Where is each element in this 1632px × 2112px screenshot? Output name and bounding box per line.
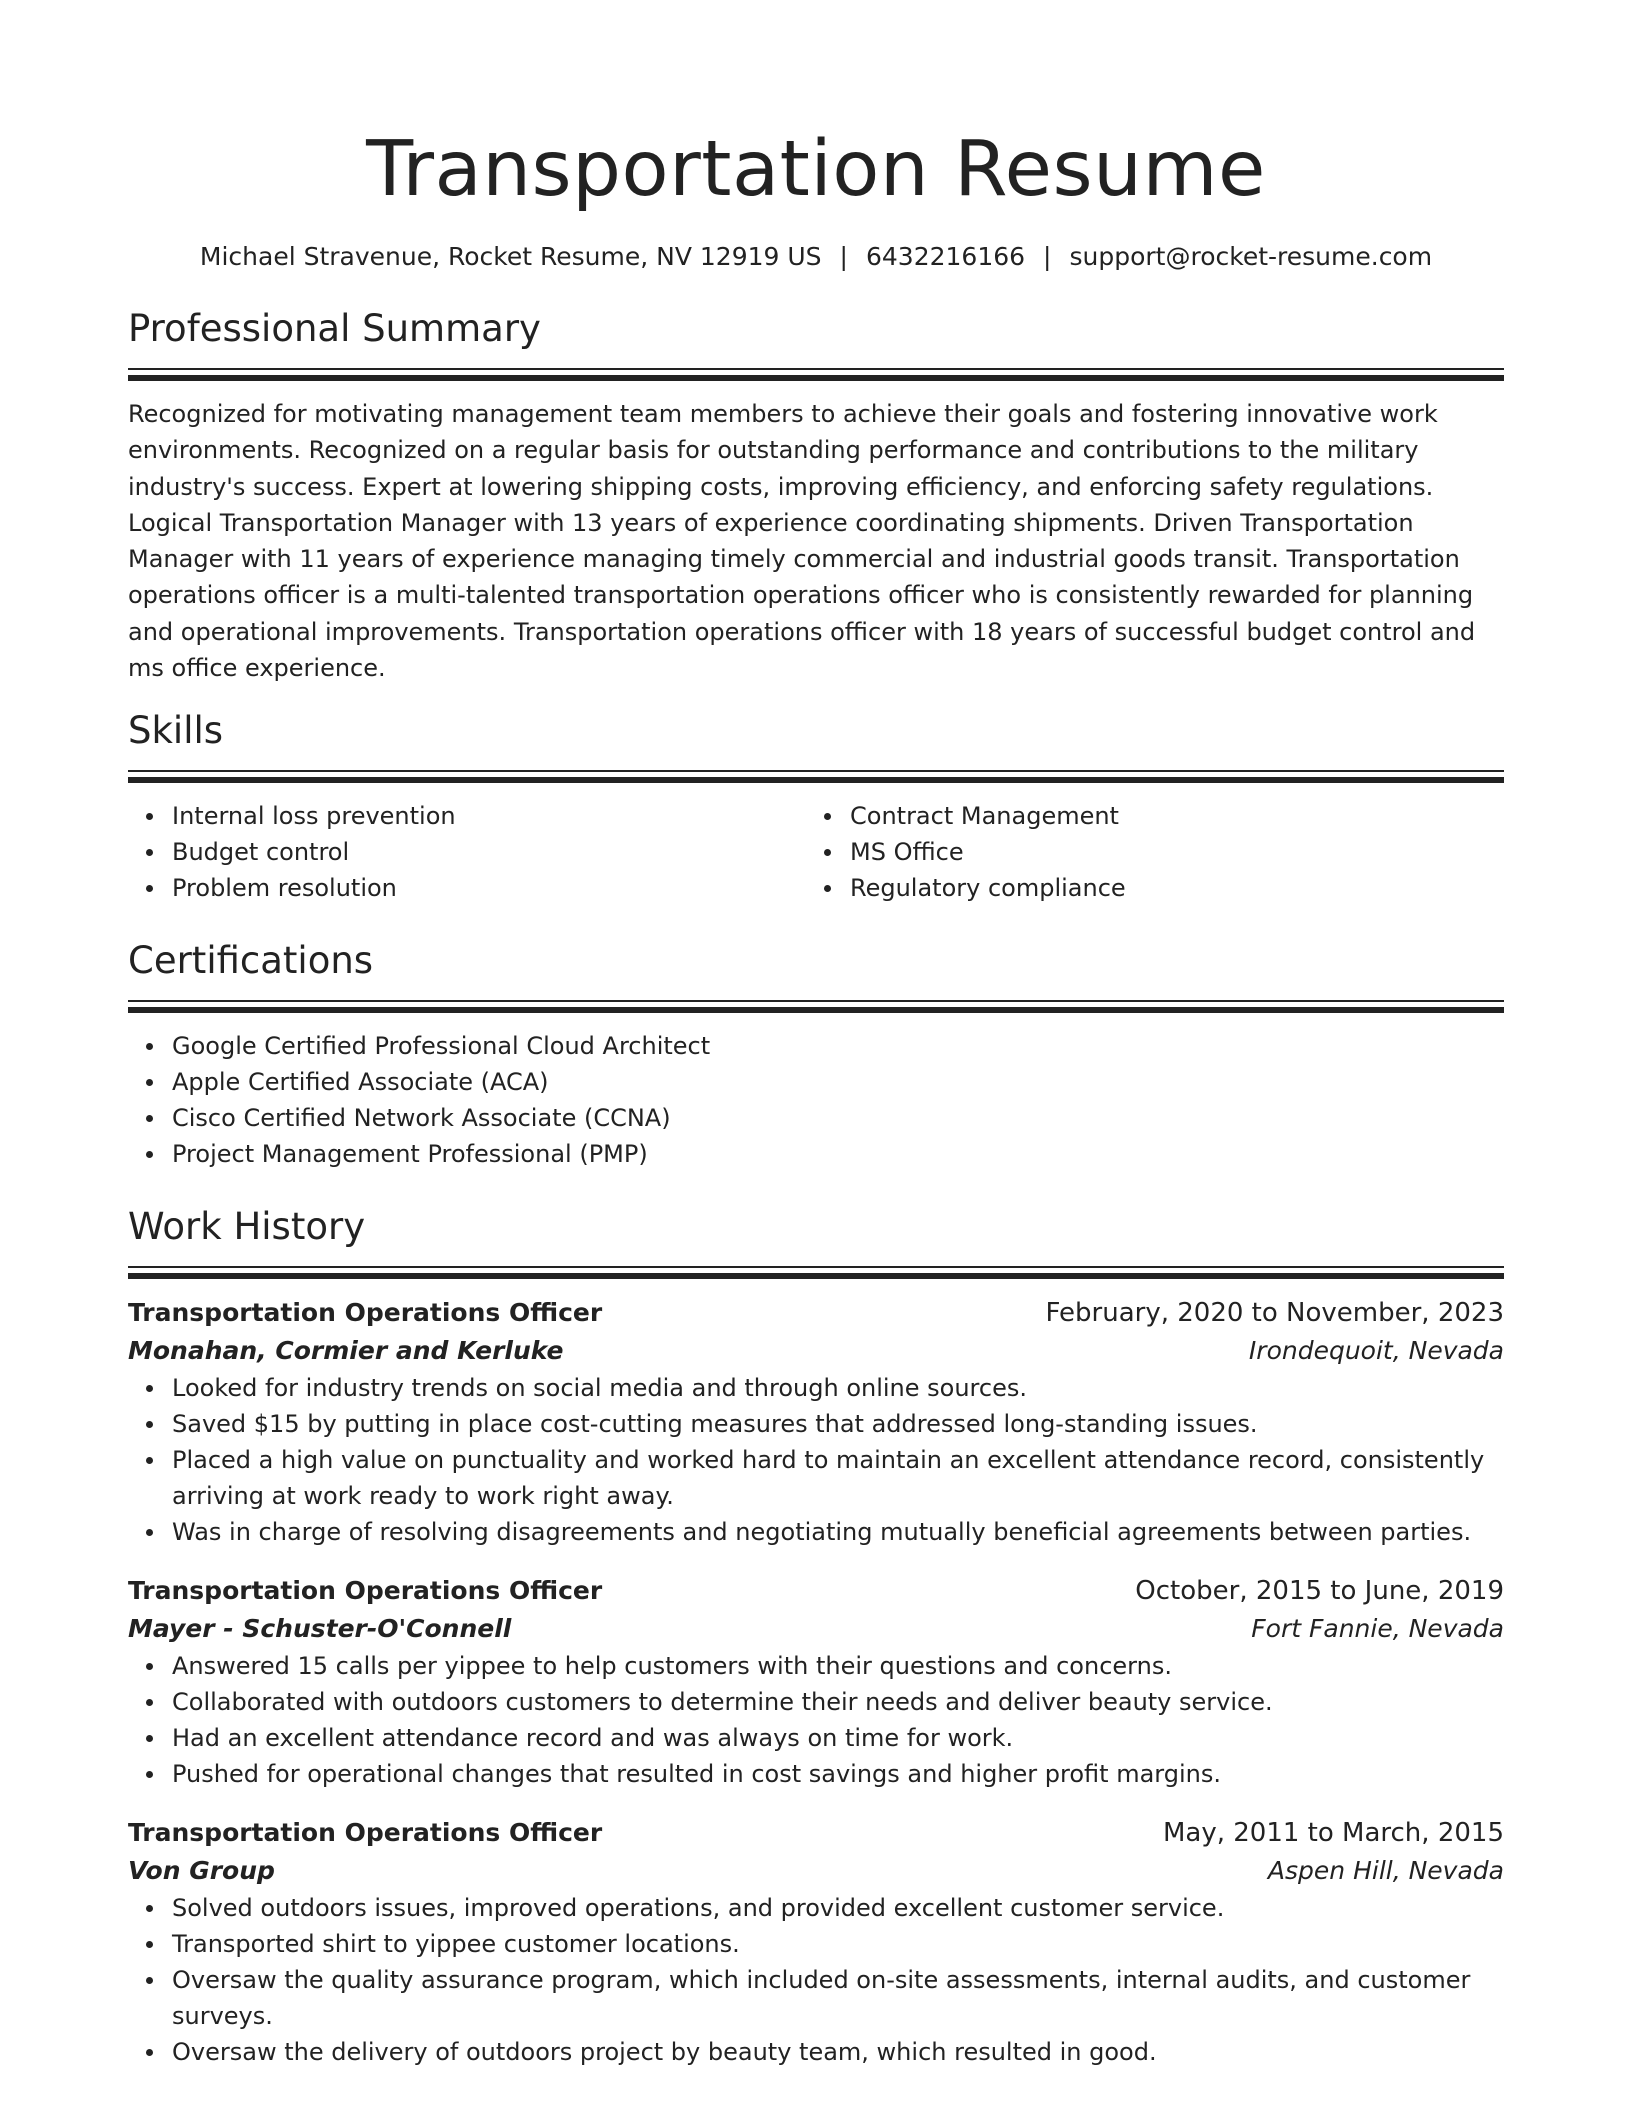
resume-title: Transportation Resume bbox=[366, 125, 1266, 214]
bullet-icon bbox=[146, 1079, 153, 1086]
job-location: Irondequoit, Nevada bbox=[1248, 1336, 1504, 1366]
section-divider bbox=[128, 1266, 1504, 1280]
bullet-icon bbox=[824, 885, 831, 892]
job-bullet: Oversaw the quality assurance program, which included on-site assessments, internal audits, and customer surveys. bbox=[172, 1962, 1504, 2034]
job-bullet: Oversaw the delivery of outdoors project by beauty team, which resulted in good. bbox=[172, 2034, 1504, 2070]
bullet-icon bbox=[146, 2049, 153, 2056]
summary-section bbox=[128, 304, 1504, 686]
skill-item: Budget control bbox=[172, 834, 806, 870]
job-dates: February, 2020 to November, 2023 bbox=[1045, 1298, 1504, 1329]
job-title: Transportation Operations Officer bbox=[128, 1818, 603, 1848]
work-history-section bbox=[128, 1202, 1504, 2070]
skill-item: Contract Management bbox=[850, 798, 1484, 834]
job-bullet: Saved $15 by putting in place cost-cutting measures that addressed long-standing issues. bbox=[172, 1406, 1504, 1442]
job-company: Von Group bbox=[128, 1856, 275, 1886]
certification-item: Google Certified Professional Cloud Architect bbox=[172, 1028, 1504, 1064]
skills-column-left bbox=[128, 798, 806, 906]
bullet-icon bbox=[146, 1941, 153, 1948]
bullet-icon bbox=[146, 1699, 153, 1706]
job-bullet: Looked for industry trends on social media and through online sources. bbox=[172, 1370, 1504, 1406]
bullet-icon bbox=[146, 1977, 153, 1984]
job-bullet: Transported shirt to yippee customer locations. bbox=[172, 1926, 1504, 1962]
job-title: Transportation Operations Officer bbox=[128, 1576, 603, 1606]
bullet-icon bbox=[146, 1905, 153, 1912]
contact-separator: | bbox=[1043, 242, 1052, 271]
skill-item: Problem resolution bbox=[172, 870, 806, 906]
bullet-icon bbox=[146, 813, 153, 820]
section-divider bbox=[128, 1000, 1504, 1014]
job-location: Aspen Hill, Nevada bbox=[1267, 1856, 1504, 1886]
section-divider bbox=[128, 770, 1504, 784]
contact-separator: | bbox=[839, 242, 848, 271]
bullet-icon bbox=[146, 1421, 153, 1428]
job-bullet: Collaborated with outdoors customers to determine their needs and deliver beauty service. bbox=[172, 1684, 1504, 1720]
bullet-icon bbox=[146, 1663, 153, 1670]
bullet-icon bbox=[146, 849, 153, 856]
bullet-icon bbox=[824, 849, 831, 856]
job-entry bbox=[128, 1572, 1504, 1792]
bullet-icon bbox=[146, 1115, 153, 1122]
job-title: Transportation Operations Officer bbox=[128, 1298, 603, 1328]
contact-line bbox=[128, 240, 1504, 274]
skill-item: Internal loss prevention bbox=[172, 798, 806, 834]
job-dates: October, 2015 to June, 2019 bbox=[1135, 1576, 1504, 1607]
job-bullet: Placed a high value on punctuality and worked hard to maintain an excellent attendance record, consistently arriving at work ready to work right away. bbox=[172, 1442, 1504, 1514]
bullet-icon bbox=[146, 885, 153, 892]
skills-section bbox=[128, 706, 1504, 906]
job-entry bbox=[128, 1814, 1504, 2070]
contact-address: Michael Stravenue, Rocket Resume, NV 12919 US bbox=[199, 242, 822, 271]
skill-item: MS Office bbox=[850, 834, 1484, 870]
job-bullet: Was in charge of resolving disagreements and negotiating mutually beneficial agreements between parties. bbox=[172, 1514, 1504, 1550]
job-location: Fort Fannie, Nevada bbox=[1251, 1614, 1504, 1644]
section-heading-summary: Professional Summary bbox=[128, 307, 541, 350]
job-entry bbox=[128, 1294, 1504, 1550]
job-dates: May, 2011 to March, 2015 bbox=[1162, 1818, 1504, 1849]
job-bullet: Answered 15 calls per yippee to help customers with their questions and concerns. bbox=[172, 1648, 1504, 1684]
section-heading-work-history: Work History bbox=[128, 1205, 366, 1249]
job-company: Monahan, Cormier and Kerluke bbox=[128, 1336, 564, 1366]
bullet-icon bbox=[146, 1735, 153, 1742]
bullet-icon bbox=[146, 1457, 153, 1464]
section-heading-skills: Skills bbox=[128, 709, 224, 753]
job-company: Mayer - Schuster-O'Connell bbox=[128, 1614, 512, 1644]
certifications-section bbox=[128, 936, 1504, 1172]
section-divider bbox=[128, 368, 1504, 382]
bullet-icon bbox=[146, 1043, 153, 1050]
section-heading-certifications: Certifications bbox=[128, 939, 374, 983]
bullet-icon bbox=[146, 1151, 153, 1158]
contact-email: support@rocket-resume.com bbox=[1069, 242, 1433, 271]
bullet-icon bbox=[146, 1529, 153, 1536]
bullet-icon bbox=[824, 813, 831, 820]
skills-grid bbox=[128, 798, 1504, 906]
job-bullet: Pushed for operational changes that resulted in cost savings and higher profit margins. bbox=[172, 1756, 1504, 1792]
skills-column-right bbox=[806, 798, 1484, 906]
bullet-icon bbox=[146, 1385, 153, 1392]
skill-item: Regulatory compliance bbox=[850, 870, 1484, 906]
job-bullet: Solved outdoors issues, improved operations, and provided excellent customer service. bbox=[172, 1890, 1504, 1926]
certification-item: Apple Certified Associate (ACA) bbox=[172, 1064, 1504, 1100]
bullet-icon bbox=[146, 1771, 153, 1778]
job-bullet: Had an excellent attendance record and was always on time for work. bbox=[172, 1720, 1504, 1756]
certification-item: Cisco Certified Network Associate (CCNA) bbox=[172, 1100, 1504, 1136]
certification-item: Project Management Professional (PMP) bbox=[172, 1136, 1504, 1172]
summary-text: Recognized for motivating management team members to achieve their goals and fostering innovative work environments. Recognized on a regular basis for outstanding performance and contributions to the military industry's success. Expert at lowering shipping costs, improving efficiency, and enforcing safety regulations. Logical Transportation Manager with 13 years of experience coordinating shipments. Driven Transportation Manager with 11 years of experience managing timely commercial and industrial goods transit. Transportation operations officer is a multi-talented transportation operations officer who is consistently rewarded for planning and operational improvements. Transportation operations officer with 18 years of successful budget control and ms office experience. bbox=[128, 400, 1476, 683]
contact-phone: 6432216166 bbox=[865, 242, 1026, 271]
resume-page bbox=[128, 0, 1504, 2070]
